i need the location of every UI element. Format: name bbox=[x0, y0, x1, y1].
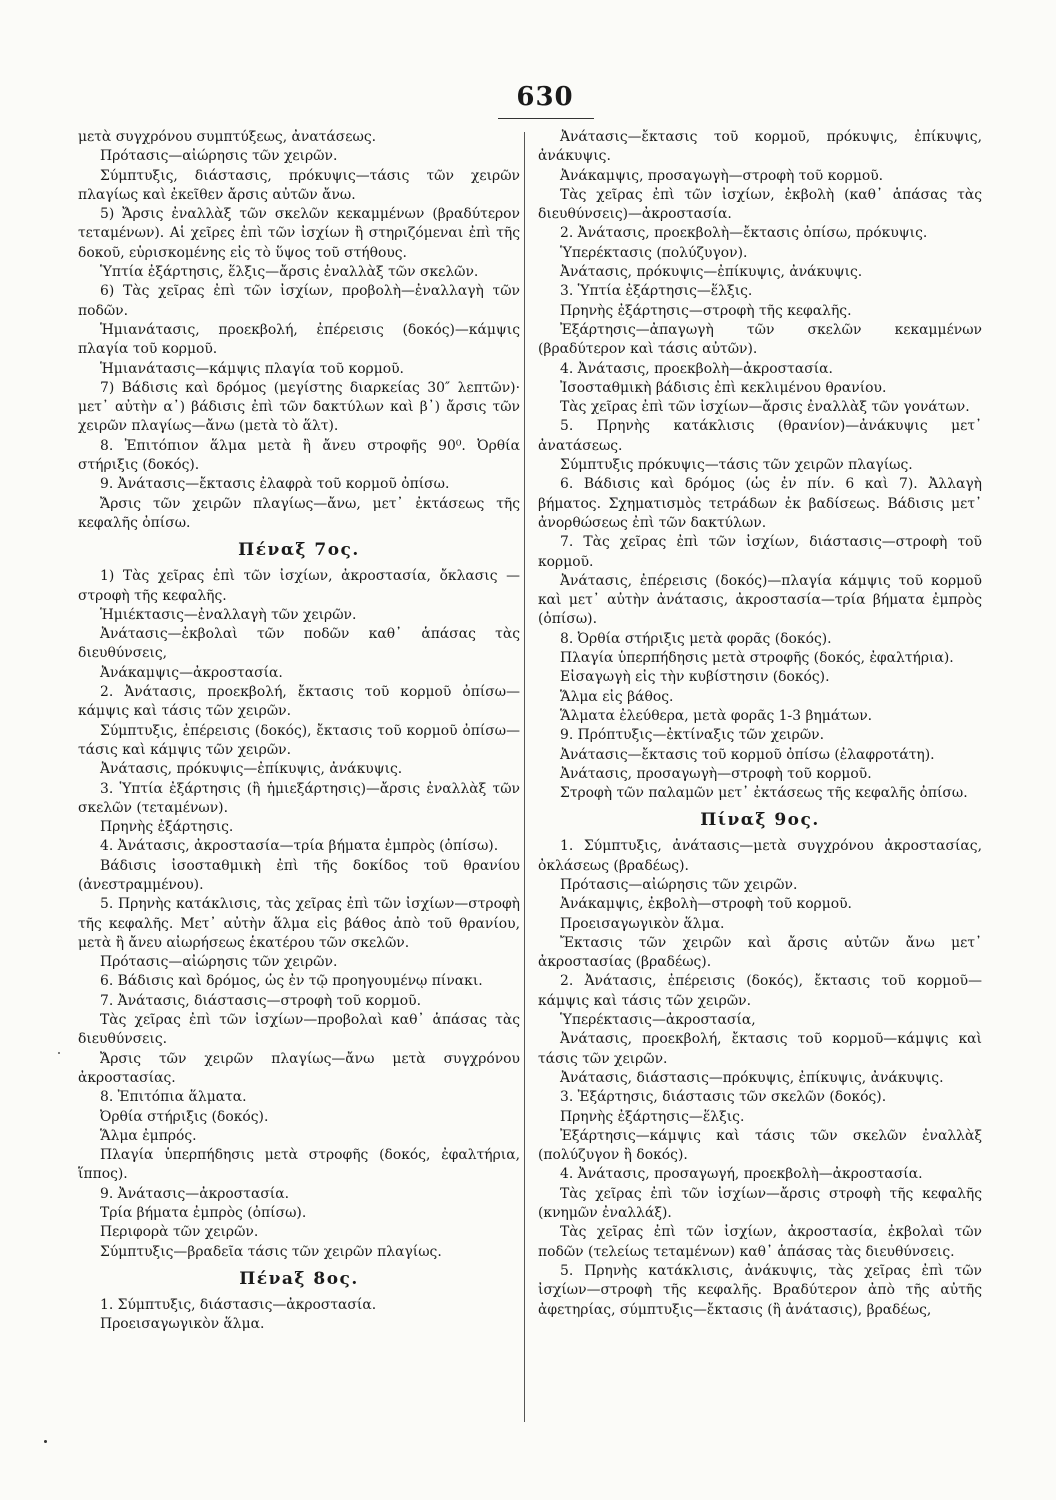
text-paragraph: Ἀνάτασις, πρόκυψις—ἐπίκυψις, ἀνάκυψις. bbox=[560, 264, 863, 281]
text-paragraph: 4. Ἀνάτασις, ἀκροστασία—τρία βήματα ἐμπρὸς (ὀπίσω). bbox=[100, 838, 499, 855]
text-paragraph: 7) Βάδισις καὶ δρόμος (μεγίστης διαρκείας 30″ λεπτῶν)· μετ᾽ αὐτὴν α᾽) βάδισις ἐπὶ τῶν δακτύλων καὶ β᾽) ἄρσις τῶν χειρῶν πλαγίως—ἄνω (μετὰ τὸ ἅλτ). bbox=[78, 379, 520, 435]
text-paragraph: 3. Ἐξάρτησις, διάστασις τῶν σκελῶν (δοκός). bbox=[560, 1089, 887, 1106]
text-paragraph: 1. Σύμπτυξις, ἀνάτασις—μετὰ συγχρόνου ἀκροστασίας, ὀκλάσεως (βραδέως). bbox=[538, 838, 982, 874]
text-paragraph: 5) Ἄρσις ἐναλλὰξ τῶν σκελῶν κεκαμμένων (βραδύτερον τεταμένων). Αἱ χεῖρες ἐπὶ τῶν ἰσχίων ἢ στηριζόμεναι ἐπὶ τῆς δοκοῦ, εὑρισκομένης εἰς τὸ ὕψος τοῦ στήθους. bbox=[78, 206, 520, 261]
text-paragraph: 2. Ἀνάτασις, προεκβολή, ἔκτασις τοῦ κορμοῦ ὀπίσω—κάμψις καὶ τάσις τῶν χειρῶν. bbox=[78, 684, 520, 720]
text-paragraph: Τρία βήματα ἐμπρὸς (ὀπίσω). bbox=[100, 1205, 307, 1222]
text-paragraph: Ἰσοσταθμικὴ βάδισις ἐπὶ κεκλιμένου θρανίου. bbox=[560, 379, 887, 396]
text-paragraph: Ὑπερέκτασις—ἀκροστασία, bbox=[560, 1012, 756, 1029]
text-paragraph: Ἀνάτασις—ἐκβολαὶ τῶν ποδῶν καθ᾽ ἁπάσας τὰς διευθύνσεις, bbox=[78, 626, 520, 662]
text-paragraph: Πρηνὴς ἐξάρτησις—στροφὴ τῆς κεφαλῆς. bbox=[560, 302, 852, 319]
text-paragraph: 5. Πρηνὴς κατάκλισις (θρανίον)—ἀνάκυψις μετ᾽ ἀνατάσεως. bbox=[538, 418, 982, 454]
text-paragraph: Ἀνάκαμψις, προσαγωγὴ—στροφὴ τοῦ κορμοῦ. bbox=[560, 167, 884, 184]
text-paragraph: Ἅλμα ἐμπρός. bbox=[100, 1127, 197, 1144]
table-heading: Πέναξ 7ος. bbox=[238, 540, 360, 561]
text-paragraph: 9. Ἀνάτασις—ἀκροστασία. bbox=[100, 1185, 290, 1202]
table-heading: Πίναξ 9ος. bbox=[700, 810, 820, 831]
text-paragraph: Ἡμιέκτασις—ἐναλλαγὴ τῶν χειρῶν. bbox=[100, 606, 357, 623]
text-paragraph: 8. Ἐπιτόπιον ἅλμα μετὰ ἢ ἄνευ στροφῆς 90⁰. Ὀρθία στήριξις (δοκός). bbox=[78, 437, 520, 474]
text-paragraph: 6. Βάδισις καὶ δρόμος, ὡς ἐν τῷ προηγουμένῳ πίνακι. bbox=[100, 973, 483, 990]
text-paragraph: Σύμπτυξις—βραδεῖα τάσις τῶν χειρῶν πλαγίως. bbox=[100, 1243, 442, 1260]
text-paragraph: 5. Πρηνὴς κατάκλισις, ἀνάκυψις, τὰς χεῖρας ἐπὶ τῶν ἰσχίων—στροφὴ τῆς κεφαλῆς. Βραδύτερον ἀπὸ τῆς αὐτῆς ἀφετηρίας, σύμπτυξις—ἔκτασις (ἢ ἀνάτασις), βραδέως, bbox=[538, 1262, 982, 1318]
text-paragraph: Στροφὴ τῶν παλαμῶν μετ᾽ ἐκτάσεως τῆς κεφαλῆς ὀπίσω. bbox=[560, 785, 968, 802]
text-paragraph: 3. Ὑπτία ἐξάρτησις (ἢ ἡμιεξάρτησις)—ἄρσις ἐναλλὰξ τῶν σκελῶν (τεταμένων). bbox=[78, 780, 520, 816]
text-paragraph: Προεισαγωγικὸν ἅλμα. bbox=[560, 915, 725, 932]
text-paragraph: Σύμπτυξις, ἐπέρεισις (δοκός), ἔκτασις τοῦ κορμοῦ ὀπίσω—τάσις καὶ κάμψις τῶν χειρῶν. bbox=[78, 722, 520, 758]
print-speck bbox=[58, 1052, 60, 1054]
text-paragraph: Τὰς χεῖρας ἐπὶ τῶν ἰσχίων, ἐκβολὴ (καθ᾽ ἁπάσας τὰς διευθύνσεις)—ἀκροστασία. bbox=[538, 186, 982, 223]
page-number: 630 bbox=[516, 82, 574, 112]
text-paragraph: Ἡμιανάτασις—κάμψις πλαγία τοῦ κορμοῦ. bbox=[100, 360, 404, 377]
text-paragraph: 6) Τὰς χεῖρας ἐπὶ τῶν ἰσχίων, προβολὴ—ἐναλλαγὴ τῶν ποδῶν. bbox=[78, 283, 520, 319]
text-paragraph: Πρηνὴς ἐξάρτησις—ἕλξις. bbox=[560, 1108, 745, 1125]
text-paragraph: Πρηνὴς ἐξάρτησις. bbox=[100, 819, 234, 836]
text-paragraph: Ἄρσις τῶν χειρῶν πλαγίως—ἄνω μετὰ συγχρόνου ἀκροστασίας. bbox=[78, 1050, 520, 1086]
text-paragraph: Σύμπτυξις πρόκυψις—τάσις τῶν χειρῶν πλαγίως. bbox=[560, 457, 913, 474]
text-paragraph: Ἔκτασις τῶν χειρῶν καὶ ἄρσις αὐτῶν ἄνω μετ᾽ ἀκροστασίας (βραδέως). bbox=[538, 934, 982, 971]
text-paragraph: 1) Τὰς χεῖρας ἐπὶ τῶν ἰσχίων, ἀκροστασία, ὄκλασις — στροφὴ τῆς κεφαλῆς. bbox=[78, 568, 520, 604]
text-paragraph: 6. Βάδισις καὶ δρόμος (ὡς ἐν πίν. 6 καὶ 7). Ἀλλαγὴ βήματος. Σχηματισμὸς τετράδων ἐκ βαδίσεως. Βάδισις μετ᾽ ἀνορθώσεως ἐπὶ τῶν δακτύλων. bbox=[538, 476, 982, 531]
text-paragraph: Ἐξάρτησις—κάμψις καὶ τάσις τῶν σκελῶν ἐναλλὰξ (πολύζυγον ἢ δοκός). bbox=[538, 1127, 982, 1164]
text-paragraph: Ἄρσις τῶν χειρῶν πλαγίως—ἄνω, μετ᾽ ἐκτάσεως τῆς κεφαλῆς ὀπίσω. bbox=[78, 495, 520, 531]
text-paragraph: 2. Ἀνάτασις, ἐπέρεισις (δοκός), ἔκτασις τοῦ κορμοῦ—κάμψις καὶ τάσις τῶν χειρῶν. bbox=[538, 973, 982, 1009]
text-paragraph: 4. Ἀνάτασις, προεκβολὴ—ἀκροστασία. bbox=[560, 360, 833, 377]
table-heading: Πένaξ 8ος. bbox=[239, 1268, 359, 1289]
print-speck bbox=[44, 1440, 47, 1443]
text-paragraph: 4. Ἀνάτασις, προσαγωγή, προεκβολὴ—ἀκροστασία. bbox=[560, 1166, 923, 1183]
text-paragraph: Ἡμιανάτασις, προεκβολή, ἐπέρεισις (δοκός)—κάμψις πλαγία τοῦ κορμοῦ. bbox=[78, 321, 520, 358]
text-paragraph: 3. Ὑπτία ἐξάρτησις—ἕλξις. bbox=[560, 283, 753, 300]
text-paragraph: Εἰσαγωγὴ εἰς τὴν κυβίστησιν (δοκός). bbox=[560, 669, 830, 686]
text-paragraph: Πρότασις—αἰώρησις τῶν χειρῶν. bbox=[100, 148, 338, 165]
text-paragraph: Ἀνάκαμψις—ἀκροστασία. bbox=[100, 664, 283, 681]
text-paragraph: 7. Τὰς χεῖρας ἐπὶ τῶν ἰσχίων, διάστασις—στροφὴ τοῦ κορμοῦ. bbox=[538, 534, 982, 570]
text-paragraph: Τὰς χεῖρας ἐπὶ τῶν ἰσχίων—ἄρσις στροφὴ τῆς κεφαλῆς (κνημῶν ἐναλλάξ). bbox=[538, 1185, 982, 1222]
text-paragraph: Ἀνάκαμψις, ἐκβολὴ—στροφὴ τοῦ κορμοῦ. bbox=[560, 896, 852, 913]
column-divider bbox=[524, 132, 525, 1422]
text-paragraph: 7. Ἀνάτασις, διάστασις—στροφὴ τοῦ κορμοῦ. bbox=[100, 992, 421, 1009]
text-paragraph: Ὑπερέκτασις (πολύζυγον). bbox=[560, 244, 748, 261]
text-paragraph: Ἀνάτασις—ἔκτασις τοῦ κορμοῦ ὀπίσω (ἐλαφροτάτη). bbox=[560, 746, 935, 763]
text-paragraph: Ἀνάτασις, πρόκυψις—ἐπίκυψις, ἀνάκυψις. bbox=[100, 761, 403, 778]
text-paragraph: Ἅλματα ἐλεύθερα, μετὰ φορᾶς 1-3 βημάτων. bbox=[560, 707, 873, 724]
text-paragraph: Ἀνάτασις, διάστασις—πρόκυψις, ἐπίκυψις, ἀνάκυψις. bbox=[560, 1069, 944, 1086]
text-paragraph: Ἀνάτασις, προσαγωγὴ—στροφὴ τοῦ κορμοῦ. bbox=[560, 765, 872, 782]
text-paragraph: Πλαγία ὑπερπήδησις μετὰ στροφῆς (δοκός, ἐφαλτήρια). bbox=[560, 650, 954, 667]
text-paragraph: Τὰς χεῖρας ἐπὶ τῶν ἰσχίων, ἀκροστασία, ἐκβολαὶ τῶν ποδῶν (τελείως τεταμένων) καθ᾽ ἁπάσας τὰς διευθύνσεις. bbox=[538, 1224, 982, 1260]
text-paragraph: Ἐξάρτησις—ἀπαγωγὴ τῶν σκελῶν κεκαμμένων (βραδύτερον καὶ τάσις αὐτῶν). bbox=[538, 321, 982, 358]
text-paragraph: Βάδισις ἰσοσταθμικὴ ἐπὶ τῆς δοκίδος τοῦ θρανίου (ἀνεστραμμένου). bbox=[78, 857, 520, 893]
text-paragraph: 5. Πρηνὴς κατάκλισις, τὰς χεῖρας ἐπὶ τῶν ἰσχίων—στροφὴ τῆς κεφαλῆς. Μετ᾽ αὐτὴν ἅλμα εἰς βάθος ἀπὸ τοῦ θρανίου, μετὰ ἢ ἄνευ αἰωρήσεως ἑκατέρου τῶν σκελῶν. bbox=[78, 896, 520, 951]
text-paragraph: Τὰς χεῖρας ἐπὶ τῶν ἰσχίων—ἄρσις ἐναλλὰξ τῶν γονάτων. bbox=[560, 399, 970, 416]
text-paragraph: 1. Σύμπτυξις, διάστασις—ἀκροστασία. bbox=[100, 1296, 377, 1313]
text-paragraph: Περιφορὰ τῶν χειρῶν. bbox=[100, 1224, 259, 1241]
text-paragraph: Ὀρθία στήριξις (δοκός). bbox=[100, 1108, 269, 1125]
text-paragraph: 8. Ὀρθία στήριξις μετὰ φορᾶς (δοκός). bbox=[560, 630, 832, 647]
page-number-rule bbox=[498, 118, 594, 119]
text-paragraph: Πρότασις—αἰώρησις τῶν χειρῶν. bbox=[560, 876, 798, 893]
text-paragraph: 9. Ἀνάτασις—ἔκτασις ἐλαφρὰ τοῦ κορμοῦ ὀπίσω. bbox=[100, 476, 450, 493]
text-paragraph: Ἀνάτασις—ἔκτασις τοῦ κορμοῦ, πρόκυψις, ἐπίκυψις, ἀνάκυψις. bbox=[538, 129, 982, 165]
text-paragraph: Σύμπτυξις, διάστασις, πρόκυψις—τάσις τῶν χειρῶν πλαγίως καὶ ἐκεῖθεν ἄρσις αὐτῶν ἄνω. bbox=[78, 167, 520, 203]
text-paragraph: Πλαγία ὑπερπήδησις μετὰ στροφῆς (δοκός, ἐφαλτήρια, ἵππος). bbox=[78, 1147, 520, 1183]
text-paragraph: Πρότασις—αἰώρησις τῶν χειρῶν. bbox=[100, 954, 338, 971]
text-paragraph: 2. Ἀνάτασις, προεκβολὴ—ἔκτασις ὀπίσω, πρόκυψις. bbox=[560, 225, 928, 242]
text-paragraph: Ἀνάτασις, προεκβολή, ἔκτασις τοῦ κορμοῦ—κάμψις καὶ τάσις τῶν χειρῶν. bbox=[538, 1031, 982, 1067]
text-paragraph: Ἀνάτασις, ἐπέρεισις (δοκός)—πλαγία κάμψις τοῦ κορμοῦ καὶ μετ᾽ αὐτὴν ἀνάτασις, ἀκροστασία—τρία βήματα ἐμπρὸς (ὀπίσω). bbox=[538, 572, 982, 628]
text-paragraph: 9. Πρόπτυξις—ἐκτίναξις τῶν χειρῶν. bbox=[560, 727, 825, 744]
text-paragraph: Προεισαγωγικὸν ἅλμα. bbox=[100, 1316, 265, 1333]
left-column bbox=[78, 128, 520, 1335]
text-paragraph: Ἅλμα εἰς βάθος. bbox=[560, 688, 674, 705]
text-paragraph: Τὰς χεῖρας ἐπὶ τῶν ἰσχίων—προβολαὶ καθ᾽ ἁπάσας τὰς διευθύνσεις. bbox=[78, 1012, 520, 1048]
text-paragraph: Ὑπτία ἐξάρτησις, ἕλξις—ἄρσις ἐναλλὰξ τῶν σκελῶν. bbox=[100, 264, 479, 281]
text-paragraph: 8. Ἐπιτόπια ἅλματα. bbox=[100, 1089, 247, 1106]
right-column bbox=[538, 128, 982, 1320]
text-paragraph: μετὰ συγχρόνου συμπτύξεως, ἀνατάσεως. bbox=[78, 129, 377, 145]
